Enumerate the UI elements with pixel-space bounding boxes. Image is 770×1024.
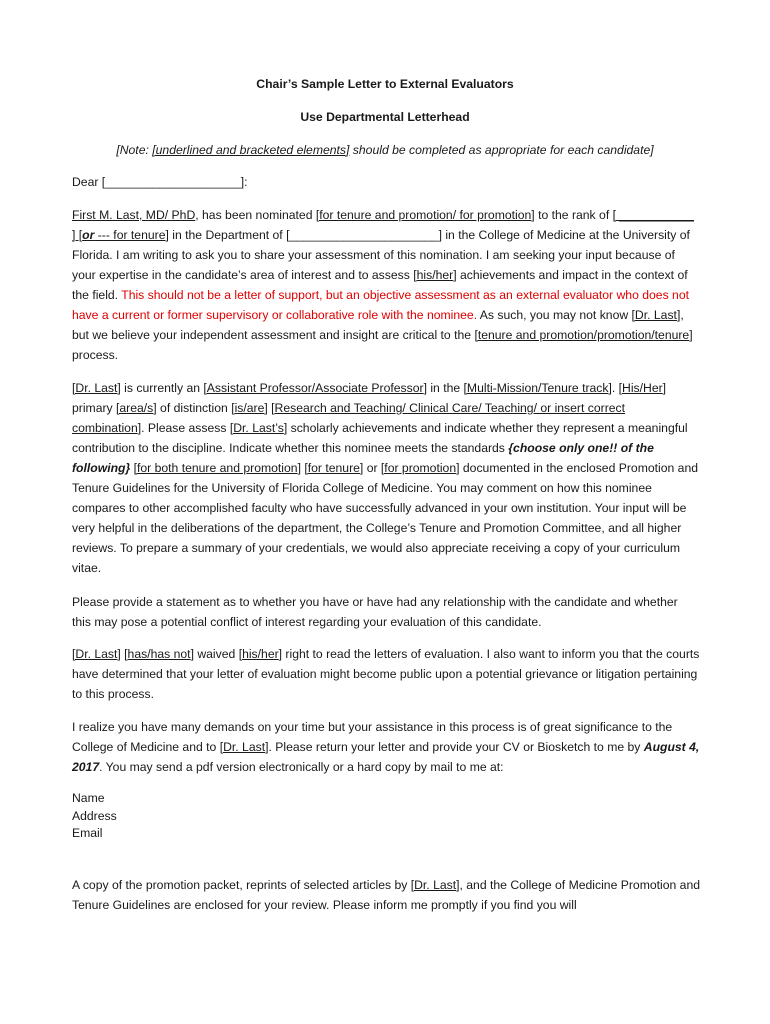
warning-text: This should not be a letter of support, but an objective assessment as an external evaluator who does not have a current or former supervisory or collaborative role with the nominee. bbox=[72, 288, 689, 322]
note-line: [Note: [underlined and bracketed elements] should be completed as appropriate for each candidate] bbox=[116, 143, 654, 157]
letterhead-instruction: Use Departmental Letterhead bbox=[300, 110, 470, 124]
paragraph-enclosures: A copy of the promotion packet, reprints of selected articles by [Dr. Last], and the College of Medicine Promotion and Tenure Guidelines are enclosed for your review. Please inform me promptly if you find you will bbox=[72, 878, 701, 912]
paragraph-waiver: [Dr. Last] [has/has not] waived [his/her] right to read the letters of evaluation. I also want to inform you that the courts have determined that your letter of evaluation might become public upon a potential grievance or litigation pertaining to this process. bbox=[72, 647, 700, 701]
salutation: Dear [____________________]: bbox=[72, 175, 248, 189]
paragraph-assessment: [Dr. Last] is currently an [Assistant Professor/Associate Professor] in the [Multi-Mission/Tenure track]. [His/Her] primary [area/s] of distinction [is/are] [Research and Teaching/ Clinical Care/ Teaching/ or insert correct combination]. Please assess [Dr. Last’s] scholarly achievements and indicate whether they represent a meaningful contribution to the discipline. Indicate whether this nominee meets the standards {choose only one!! of the following} [for both tenure and promotion] [for tenure] or [for promotion] documented in the enclosed Promotion and Tenure Guidelines for the University of Florida College of Medicine. You may comment on how this nominee compares to other accomplished faculty who have successfully advanced in your own institution. Your input will be very helpful in the deliberations of the department, the College’s Tenure and Promotion Committee, and all higher reviews. To prepare a summary of your credentials, we would also appreciate receiving a copy of your curriculum vitae. bbox=[72, 381, 699, 575]
signature-block bbox=[72, 790, 700, 843]
paragraph-conflict: Please provide a statement as to whether you have or have had any relationship with the candidate and whether this may pose a potential conflict of interest regarding your evaluation of this candidate. bbox=[72, 595, 678, 629]
signature-name: Name bbox=[72, 791, 105, 805]
paragraph-deadline: I realize you have many demands on your time but your assistance in this process is of great significance to the College of Medicine and to [Dr. Last]. Please return your letter and provide your CV or Biosketch to me by August 4, 2017. You may send a pdf version electronically or a hard copy by mail to me at: bbox=[72, 720, 700, 774]
signature-email: Email bbox=[72, 826, 103, 840]
paragraph-nomination: First M. Last, MD/ PhD, has been nominated [for tenure and promotion/ for promotion] to the rank of [ ___________ ] [or --- for tenure] in the Department of [______________________] in the College of Medicine at the University of Florida. I am writing to ask you to share your assessment of this nomination. I am seeking your input because of your expertise in the candidate’s area of interest and to assess [his/her] achievements and impact in the context of the field. This should not be a letter of support, but an objective assessment as an external evaluator who does not have a current or former supervisory or collaborative role with the nominee. As such, you may not know [Dr. Last], but we believe your independent assessment and insight are critical to the [tenure and promotion/promotion/tenure] process. bbox=[72, 208, 694, 362]
underlined-elements: [underlined and bracketed elements] bbox=[152, 143, 350, 157]
deadline-date: August 4, 2017 bbox=[72, 740, 700, 774]
signature-address: Address bbox=[72, 808, 117, 823]
letter-title: Chair’s Sample Letter to External Evaluators bbox=[256, 77, 514, 91]
